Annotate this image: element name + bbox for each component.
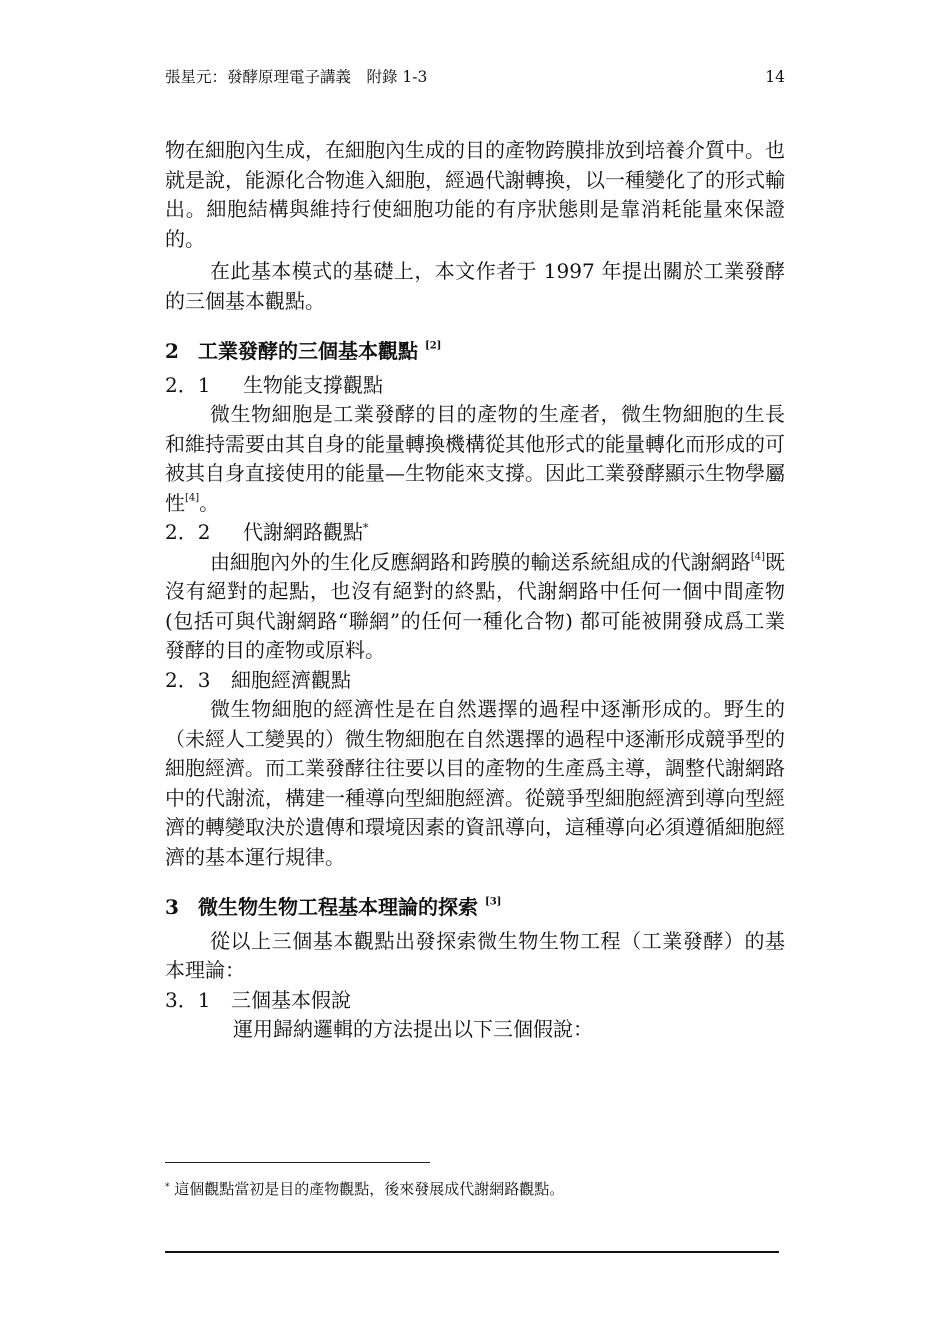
subsection-title: 生物能支撐觀點 (243, 372, 383, 397)
subsection-heading (165, 666, 785, 696)
citation: [4] (185, 492, 200, 503)
subsection-heading (165, 518, 785, 548)
subsection-title: 細胞經濟觀點 (231, 667, 351, 692)
header-title: 張星元：發酵原理電子講義 附錄 1-3 (165, 68, 428, 86)
subsection-heading (165, 371, 785, 401)
paragraph: 微生物細胞是工業發酵的目的產物的生產者，微生物細胞的生長和維持需要由其自身的能量轉換機構從其他形式的能量轉化而形成的可被其自身直接使用的能量—生物能來支撐。因此工業發酵顯示生物學屬性[4]。 (165, 402, 785, 515)
paragraph: 微生物細胞的經濟性是在自然選擇的過程中逐漸形成的。野生的（未經人工變異的）微生物細胞在自然選擇的過程中逐漸形成競爭型的細胞經濟。而工業發酵往往要以目的產物的生產爲主導，調整代謝網路中的代謝流，構建一種導向型細胞經濟。從競爭型細胞經濟到導向型經濟的轉變取決於遺傳和環境因素的資訊導向，這種導向必須遵循細胞經濟的基本運行規律。 (165, 697, 785, 869)
paragraph: 運用歸納邏輯的方法提出以下三個假說： (233, 1017, 593, 1041)
footnote-text: 這個觀點當初是目的產物觀點，後來發展成代謝網路觀點。 (174, 1180, 565, 1198)
citation: [2] (424, 340, 442, 352)
footnote-divider (165, 1162, 430, 1163)
page-number: 14 (765, 68, 785, 86)
subsection-title: 三個基本假說 (231, 987, 351, 1012)
paragraph: 在此基本模式的基礎上，本文作者于 1997 年提出關於工業發酵的三個基本觀點。 (165, 259, 785, 313)
citation: [3] (484, 896, 502, 908)
subsection-number: 2．1 (165, 372, 211, 397)
subsection-number: 2．3 (165, 667, 211, 692)
subsection-heading (165, 986, 785, 1016)
subsection-number: 3．1 (165, 987, 211, 1012)
subsection-title: 代謝網路觀點 (243, 520, 363, 544)
section-heading (165, 337, 785, 367)
paragraph: 物在細胞內生成，在細胞內生成的目的產物跨膜排放到培養介質中。也就是說，能源化合物進入細胞，經過代謝轉換，以一種變化了的形式輸出。細胞結構與維持行使細胞功能的有序狀態則是靠消耗能量來保證的。 (165, 138, 785, 251)
paragraph: 從以上三個基本觀點出發探索微生物生物工程（工業發酵）的基本理論： (165, 928, 785, 982)
section-number: 3 (165, 895, 179, 919)
paragraph: 由細胞內外的生化反應網路和跨膜的輸送系統組成的代謝網路[4]既沒有絕對的起點，也沒有絕對的終點，代謝網路中任何一個中間產物 (包括可與代謝網路“聯網”的任何一種化合物) 都可能被開發成爲工業發酵的目的產物或原料。 (165, 549, 786, 662)
section-heading (165, 893, 785, 923)
subsection-number: 2．2 (165, 520, 211, 544)
footnote-marker: * (165, 1182, 170, 1193)
section-number: 2 (165, 339, 179, 363)
section-title: 微生物生物工程基本理論的探索 (198, 895, 478, 919)
citation: [4] (750, 551, 765, 562)
document-body (165, 136, 785, 1045)
footer-divider (165, 1251, 779, 1253)
footnote-marker: * (363, 521, 369, 535)
footnote (165, 1178, 785, 1200)
section-title: 工業發酵的三個基本觀點 (198, 339, 418, 363)
